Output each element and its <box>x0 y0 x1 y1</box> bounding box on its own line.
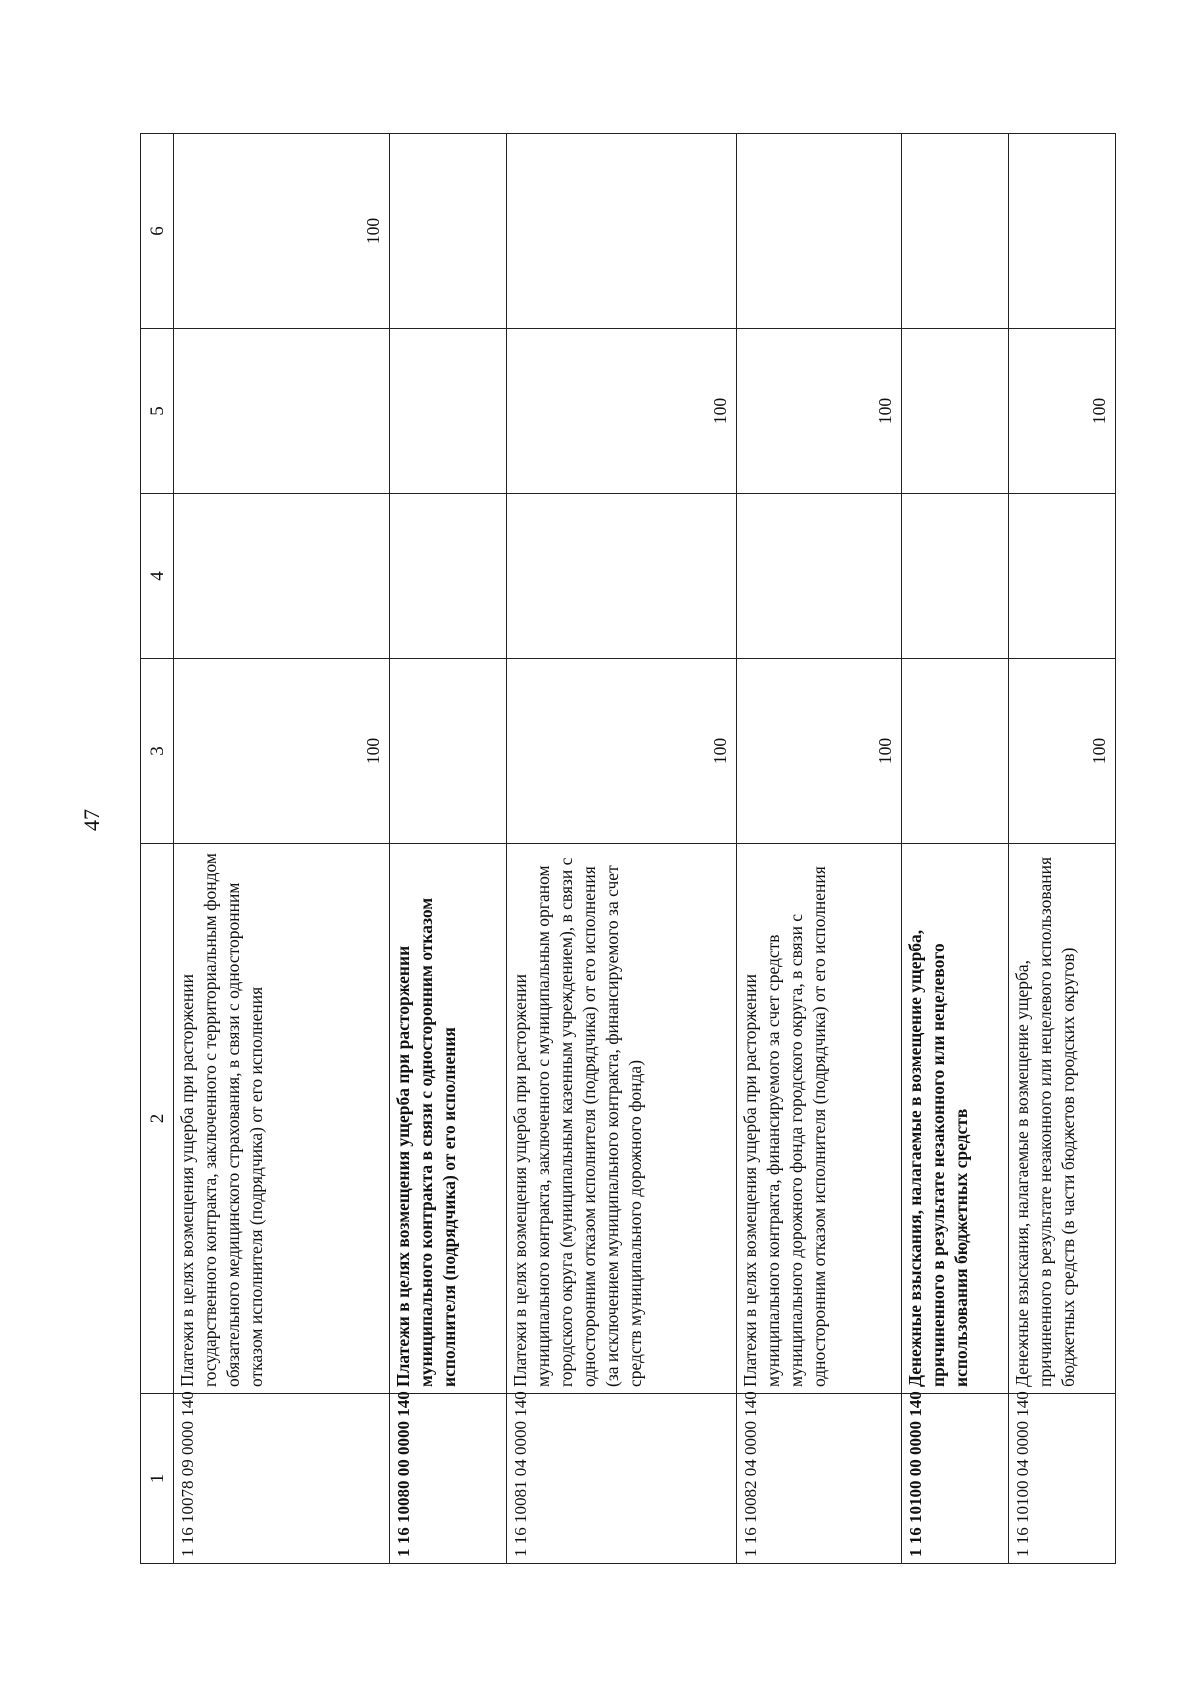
table-row <box>390 134 507 1564</box>
row-value-col4 <box>737 494 902 659</box>
row-value-col5 <box>390 329 507 494</box>
row-description: Платежи в целях возмещения ущерба при расторжении муниципального контракта, заключенного с муниципальным органом городского округа (муниципальным казенным учреждением), в связи с односторонним отказом исполнителя (подрядчика) от его исполнения (за исключением муниципального контракта, финансируемого за счет средств муниципального дорожного фонда) <box>507 844 737 1394</box>
table-row <box>737 134 902 1564</box>
row-description: Денежные взыскания, налагаемые в возмещение ущерба, причиненного в результате незаконного или нецелевого использования бюджетных средств <box>902 844 1009 1394</box>
column-header-4: 4 <box>141 494 174 659</box>
column-header-6: 6 <box>141 134 174 329</box>
row-code: 1 16 10080 00 0000 140 <box>390 1394 507 1564</box>
column-header-1: 1 <box>141 1394 174 1564</box>
row-value-col5: 100 <box>1009 329 1116 494</box>
row-value-col4 <box>902 494 1009 659</box>
row-value-col4 <box>507 494 737 659</box>
row-value-col3: 100 <box>1009 659 1116 844</box>
row-value-col6 <box>1009 134 1116 329</box>
row-code: 1 16 10100 00 0000 140 <box>902 1394 1009 1564</box>
row-code: 1 16 10082 04 0000 140 <box>737 1394 902 1564</box>
row-value-col3 <box>390 659 507 844</box>
table-row <box>902 134 1009 1564</box>
row-value-col3: 100 <box>174 659 390 844</box>
column-header-5: 5 <box>141 329 174 494</box>
table-row <box>1009 134 1116 1564</box>
row-code: 1 16 10100 04 0000 140 <box>1009 1394 1116 1564</box>
row-code: 1 16 10078 09 0000 140 <box>174 1394 390 1564</box>
row-description: Платежи в целях возмещения ущерба при расторжении муниципального контракта в связи с односторонним отказом исполнителя (подрядчика) от его исполнения <box>390 844 507 1394</box>
table-row <box>507 134 737 1564</box>
row-description: Денежные взыскания, налагаемые в возмещение ущерба, причиненного в результате незаконного или нецелевого использования бюджетных средств (в части бюджетов городских округов) <box>1009 844 1116 1394</box>
row-value-col5 <box>902 329 1009 494</box>
column-header-2: 2 <box>141 844 174 1394</box>
row-value-col4 <box>390 494 507 659</box>
row-value-col4 <box>1009 494 1116 659</box>
row-value-col5: 100 <box>507 329 737 494</box>
row-value-col3: 100 <box>507 659 737 844</box>
row-value-col6 <box>902 134 1009 329</box>
row-value-col4 <box>174 494 390 659</box>
row-value-col6 <box>737 134 902 329</box>
row-value-col6: 100 <box>174 134 390 329</box>
row-value-col5: 100 <box>737 329 902 494</box>
row-code: 1 16 10081 04 0000 140 <box>507 1394 737 1564</box>
revenue-code-table <box>140 133 1116 1564</box>
page-number: 47 <box>79 809 104 831</box>
table-header-row <box>141 134 174 1564</box>
row-value-col6 <box>390 134 507 329</box>
row-description: Платежи в целях возмещения ущерба при расторжении муниципального контракта, финансируемого за счет средств муниципального дорожного фонда городского округа, в связи с односторонним отказом исполнителя (подрядчика) от его исполнения <box>737 844 902 1394</box>
rotated-table-frame <box>140 134 1109 1564</box>
row-value-col5 <box>174 329 390 494</box>
table-row <box>174 134 390 1564</box>
column-header-3: 3 <box>141 659 174 844</box>
row-value-col3 <box>902 659 1009 844</box>
row-description: Платежи в целях возмещения ущерба при расторжении государственного контракта, заключенного с территориальным фондом обязательного медицинского страхования, в связи с односторонним отказом исполнителя (подрядчика) от его исполнения <box>174 844 390 1394</box>
row-value-col6 <box>507 134 737 329</box>
row-value-col3: 100 <box>737 659 902 844</box>
